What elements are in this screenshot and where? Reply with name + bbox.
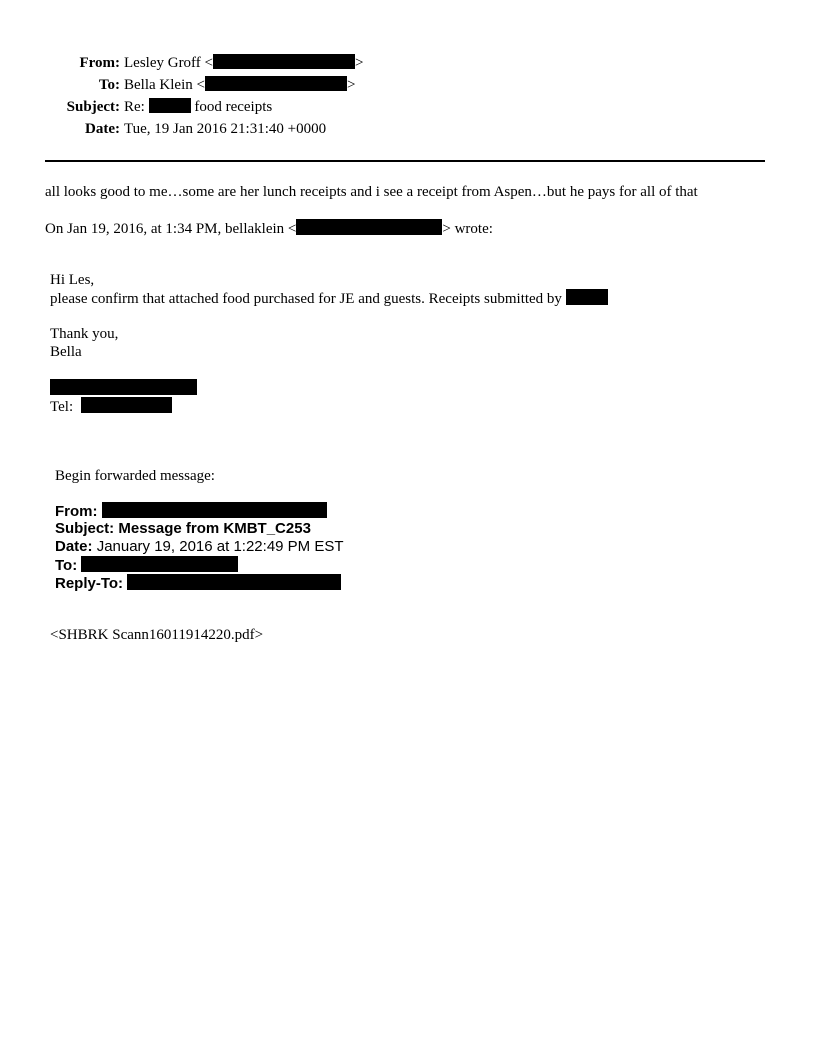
redacted-from-email — [213, 54, 355, 69]
redacted-sender-email — [296, 219, 442, 235]
fwd-subject-row — [55, 520, 344, 538]
to-close: > — [346, 77, 356, 93]
tel-line — [50, 397, 172, 416]
header-subject-row — [0, 96, 600, 118]
fwd-from-row — [55, 502, 344, 520]
redacted-fwd-from — [102, 502, 327, 518]
email-header — [0, 52, 600, 140]
attachment-reference: <SHBRK Scann16011914220.pdf> — [50, 627, 264, 643]
fwd-date-row — [55, 538, 344, 556]
fwd-reply-to-label: Reply-To: — [55, 575, 124, 592]
header-to-row — [0, 74, 600, 96]
quoted-greeting: Hi Les, — [50, 272, 95, 288]
to-name: Bella Klein < — [124, 77, 205, 93]
quoted-signature: Bella — [50, 344, 82, 360]
redacted-fwd-to — [81, 556, 238, 572]
redacted-to-email — [205, 76, 347, 91]
subject-prefix: Re: — [124, 99, 145, 115]
fwd-from-label: From: — [55, 503, 98, 520]
quote-intro — [45, 219, 493, 238]
from-name: Lesley Groff < — [124, 55, 213, 71]
fwd-to-label: To: — [55, 557, 78, 574]
header-from-row — [0, 52, 600, 74]
fwd-reply-to-row — [55, 574, 344, 592]
redacted-fwd-reply-to — [127, 574, 341, 590]
redacted-submitter — [566, 289, 608, 305]
forwarded-intro: Begin forwarded message: — [55, 468, 215, 484]
tel-label: Tel: — [50, 399, 74, 415]
date-value: Tue, 19 Jan 2016 21:31:40 +0000 — [124, 121, 327, 137]
header-date-row — [0, 118, 600, 140]
subject-label: Subject: — [66, 99, 120, 115]
quoted-closing: Thank you, — [50, 326, 119, 342]
from-close: > — [355, 55, 364, 71]
forwarded-header — [55, 502, 344, 592]
date-label: Date: — [85, 121, 120, 137]
fwd-date-value: January 19, 2016 at 1:22:49 PM EST — [96, 538, 344, 555]
to-label: To: — [98, 77, 120, 93]
fwd-to-row — [55, 556, 344, 574]
redacted-tel-number — [81, 397, 172, 413]
fwd-subject-value: Message from KMBT_C253 — [118, 520, 311, 537]
quote-intro-text: On Jan 19, 2016, at 1:34 PM, bellaklein < — [45, 221, 297, 237]
redacted-subject — [149, 98, 191, 113]
subject-text: food receipts — [194, 99, 273, 115]
quoted-body-text: please confirm that attached food purchased for JE and guests. Receipts submitted by — [50, 291, 562, 307]
fwd-date-label: Date: — [55, 538, 93, 555]
signature-block — [50, 379, 197, 398]
quote-intro-wrote: > wrote: — [442, 221, 493, 237]
redacted-signature-title — [50, 379, 197, 395]
from-label: From: — [79, 55, 120, 71]
quoted-body — [50, 289, 608, 308]
fwd-subject-label: Subject: — [55, 520, 115, 537]
header-divider — [45, 160, 765, 162]
reply-text: all looks good to me…some are her lunch receipts and i see a receipt from Aspen…but he pays for all of that — [45, 184, 698, 200]
